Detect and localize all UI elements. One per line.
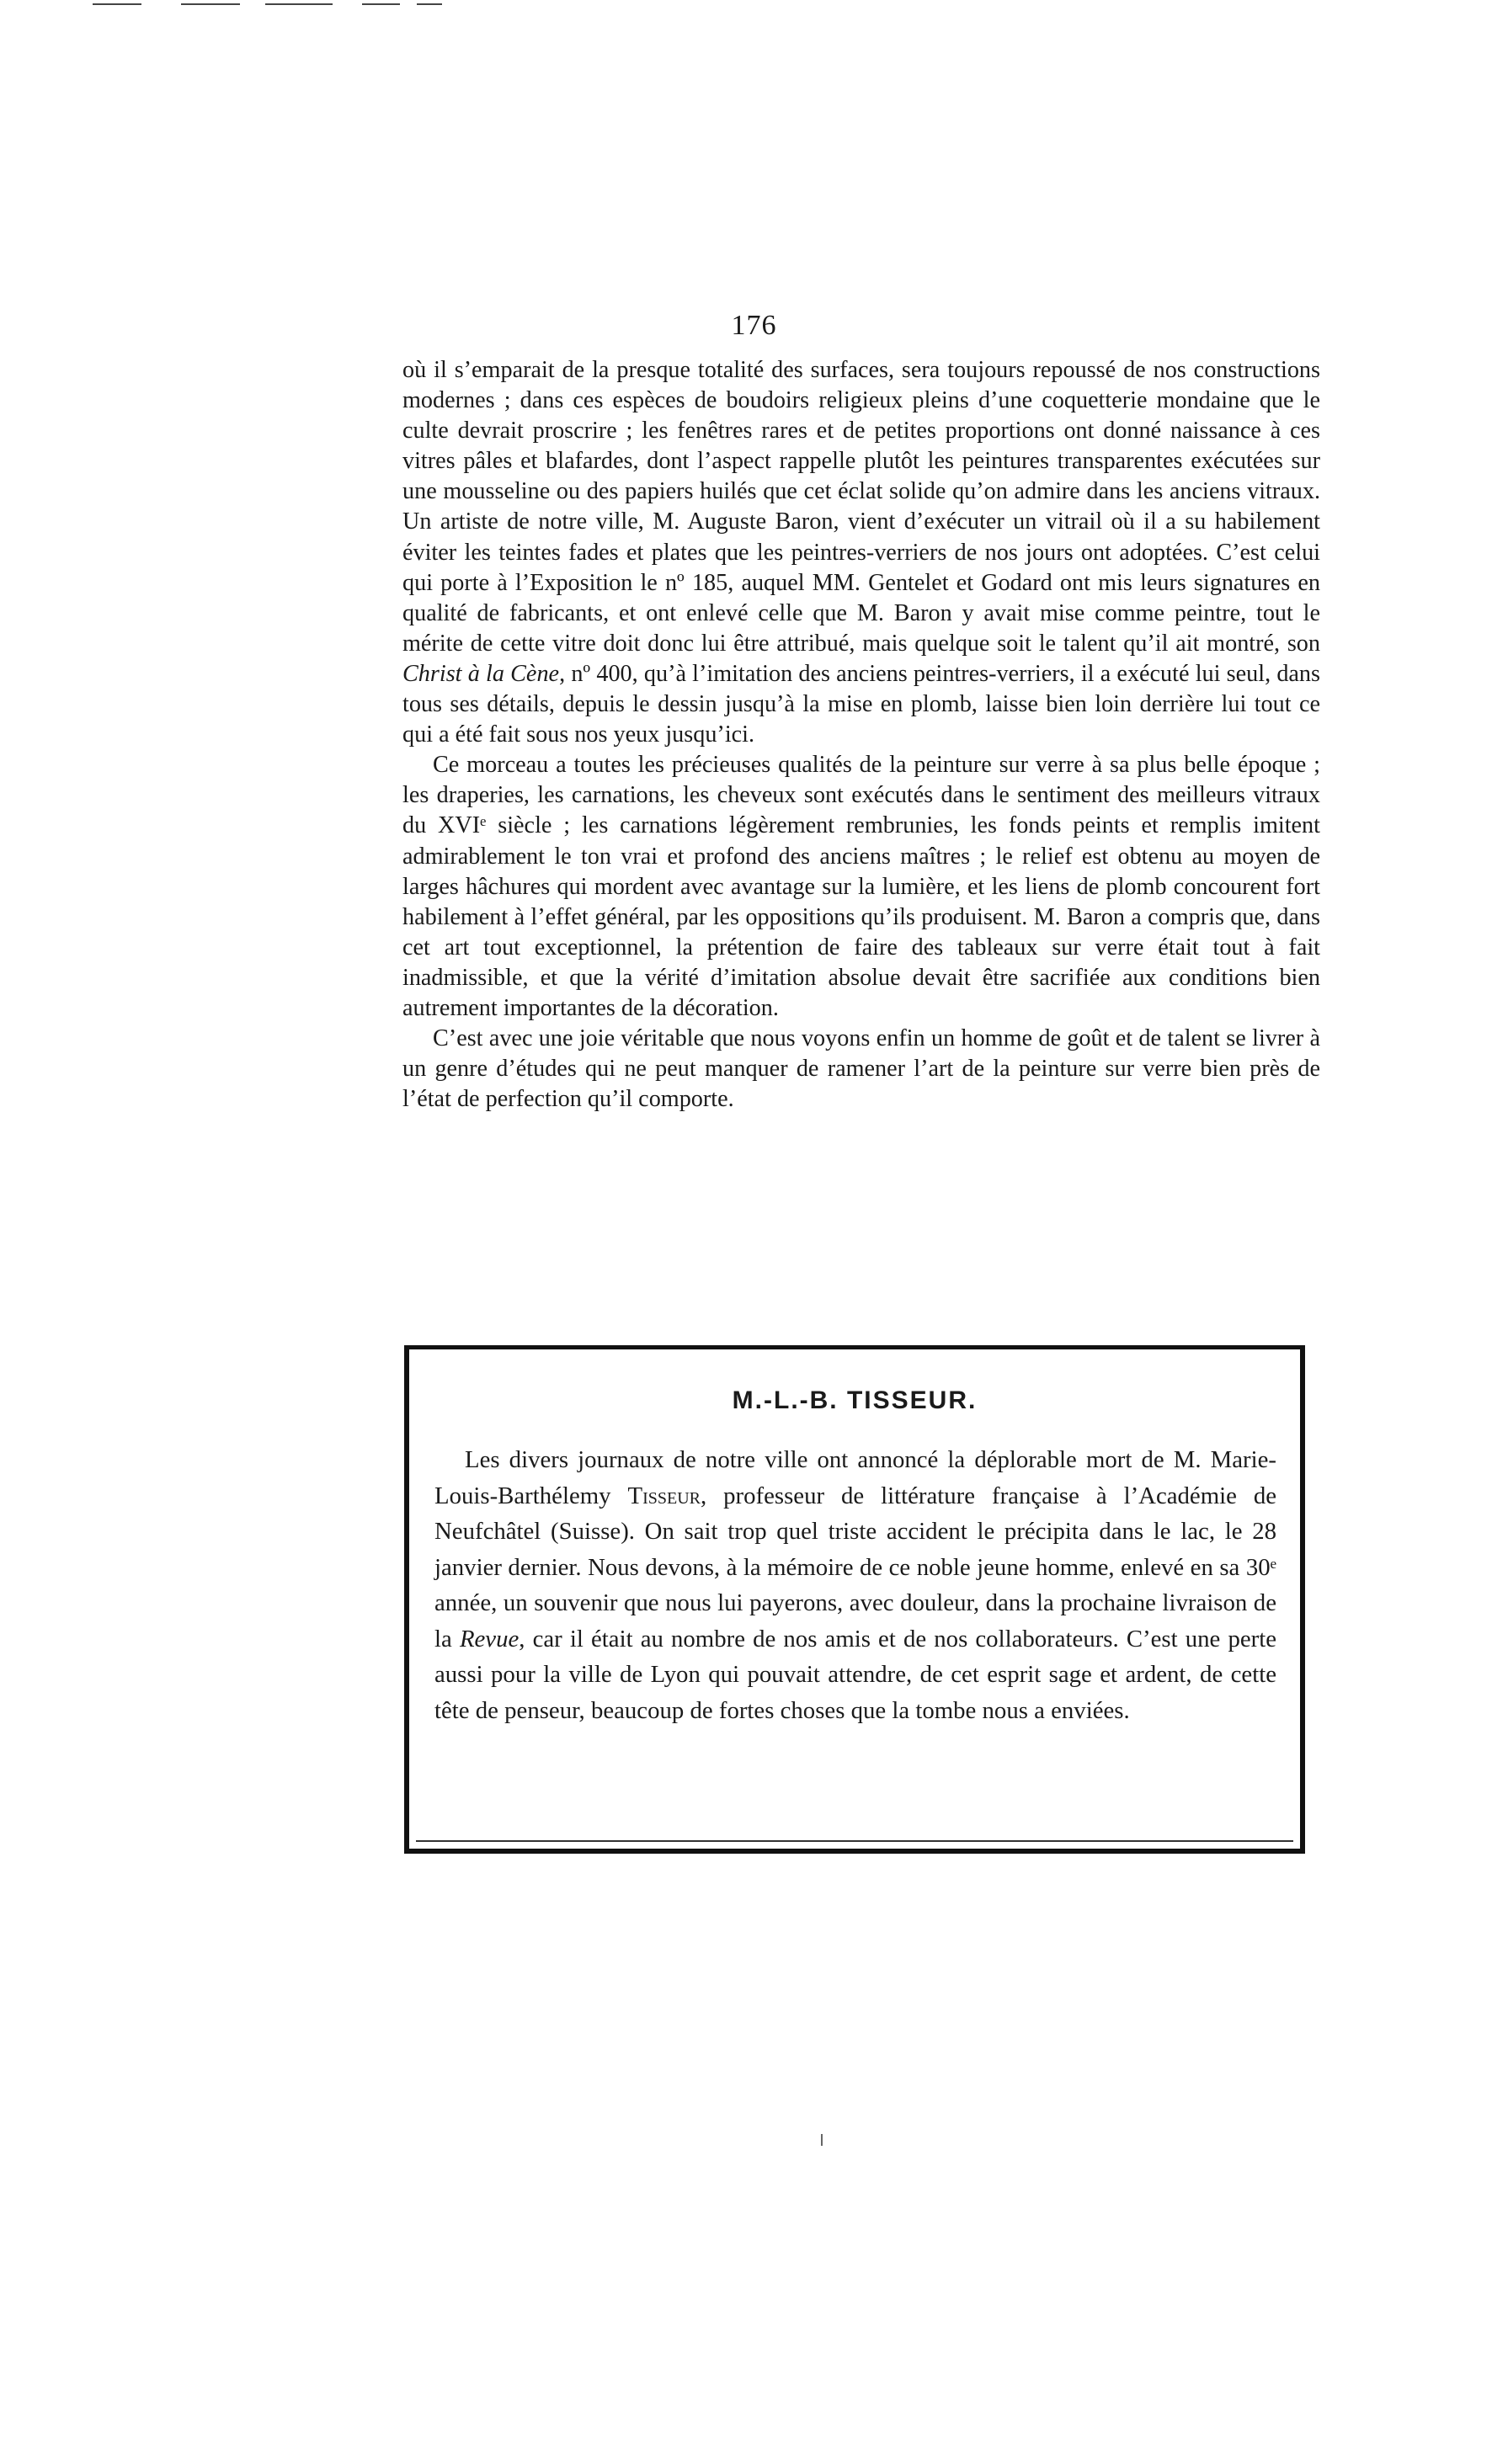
notice-name-caps: Tisseur <box>627 1482 701 1509</box>
scan-edge-marks <box>93 0 446 8</box>
article-body <box>402 355 1320 1115</box>
artwork-title: Christ à la Cène <box>402 660 560 687</box>
notice-text-end: , car il était au nombre de nos amis et de nos collaborateurs. C’est une perte aussi pour la ville de Lyon qui pouvait attendre, de cet esprit sage et ardent, de cette tête de penseur, beaucoup de fortes choses que la tombe nous a enviées. <box>434 1625 1277 1724</box>
notice-text-middle: , professeur de littérature française à l’Académie de Neufchâtel (Suisse). On sait trop quel triste accident le précipita dans le lac, le 28 janvier dernier. Nous devons, à la mémoire de ce noble jeune homme, enlevé en sa 30ᵉ année, un souvenir que nous lui payerons, avec douleur, dans la prochaine livraison de la <box>434 1482 1277 1652</box>
article-paragraph-1-text: où il s’emparait de la presque totalité des surfaces, sera toujours repoussé de nos constructions modernes ; dans ces espèces de boudoirs religieux pleins d’une coquetterie mondaine que le culte devrait proscrire ; les fenêtres rares et de petites proportions ont donné naissance à ces vitres pâles et blafardes, dont l’aspect rappelle plutôt les peintures transparentes exécutées sur une mousseline ou des papiers huilés que cet éclat solide qu’on admire dans les anciens vitraux. Un artiste de notre ville, M. Auguste Baron, vient d’exécuter un vitrail où il a su habilement éviter les teintes fades et plates que les peintres-verriers de nos jours ont adoptées. C’est celui qui porte à l’Exposition le nº 185, auquel MM. Gentelet et Godard ont mis leurs signatures en qualité de fabricants, et ont enlevé celle que M. Baron y avait mise comme peintre, tout le mérite de cette vitre doit donc lui être attribué, mais quelque soit le talent qu’il ait montré, son <box>402 357 1320 657</box>
article-paragraph-2: Ce morceau a toutes les précieuses qualités de la peinture sur verre à sa plus belle époque ; les draperies, les carnations, les cheveux sont exécutés dans le sentiment des meilleurs vitraux du XVIᵉ siècle ; les carnations légèrement rembrunies, les fonds peints et remplis imitent admirablement le ton vrai et profond des anciens maîtres ; le relief est obtenu au moyen de larges hâchures qui mordent avec avantage sur la lumière, et les liens de plomb concourent fort habilement à l’effet général, par les oppositions qu’ils produisent. M. Baron a compris que, dans cet art tout exceptionnel, la prétention de faire des tableaux sur verre était tout à fait inadmissible, et que la vérité d’imitation absolue devait être sacrifiée aux conditions bien autrement importantes de la décoration. <box>402 752 1320 1021</box>
obituary-notice-box <box>404 1345 1305 1854</box>
notice-paragraph <box>434 1442 1276 1728</box>
article-paragraph-1 <box>402 355 1320 750</box>
page-number: 176 <box>731 310 777 341</box>
journal-title: Revue <box>459 1625 520 1652</box>
notice-text-start: Les divers journaux de notre ville ont annoncé la déplorable mort de M. Marie-Louis-Barthélemy <box>434 1446 1276 1509</box>
notice-body <box>434 1442 1276 1728</box>
article-paragraph-3: C’est avec une joie véritable que nous voyons enfin un homme de goût et de talent se livrer à un genre d’études qui ne peut manquer de ramener l’art de la peinture sur verre bien près de l’état de perfection qu’il comporte. <box>402 1025 1320 1113</box>
article-paragraph-1-end: , nº 400, qu’à l’imitation des anciens peintres-verriers, il a exécuté lui seul, dans tous ses détails, depuis le dessin jusqu’à la mise en plomb, laisse bien loin derrière lui tout ce qui a été fait sous nos yeux jusqu’ici. <box>402 660 1320 748</box>
notice-title: M.-L.-B. TISSEUR. <box>732 1386 978 1414</box>
stray-ink-mark <box>821 2134 823 2146</box>
